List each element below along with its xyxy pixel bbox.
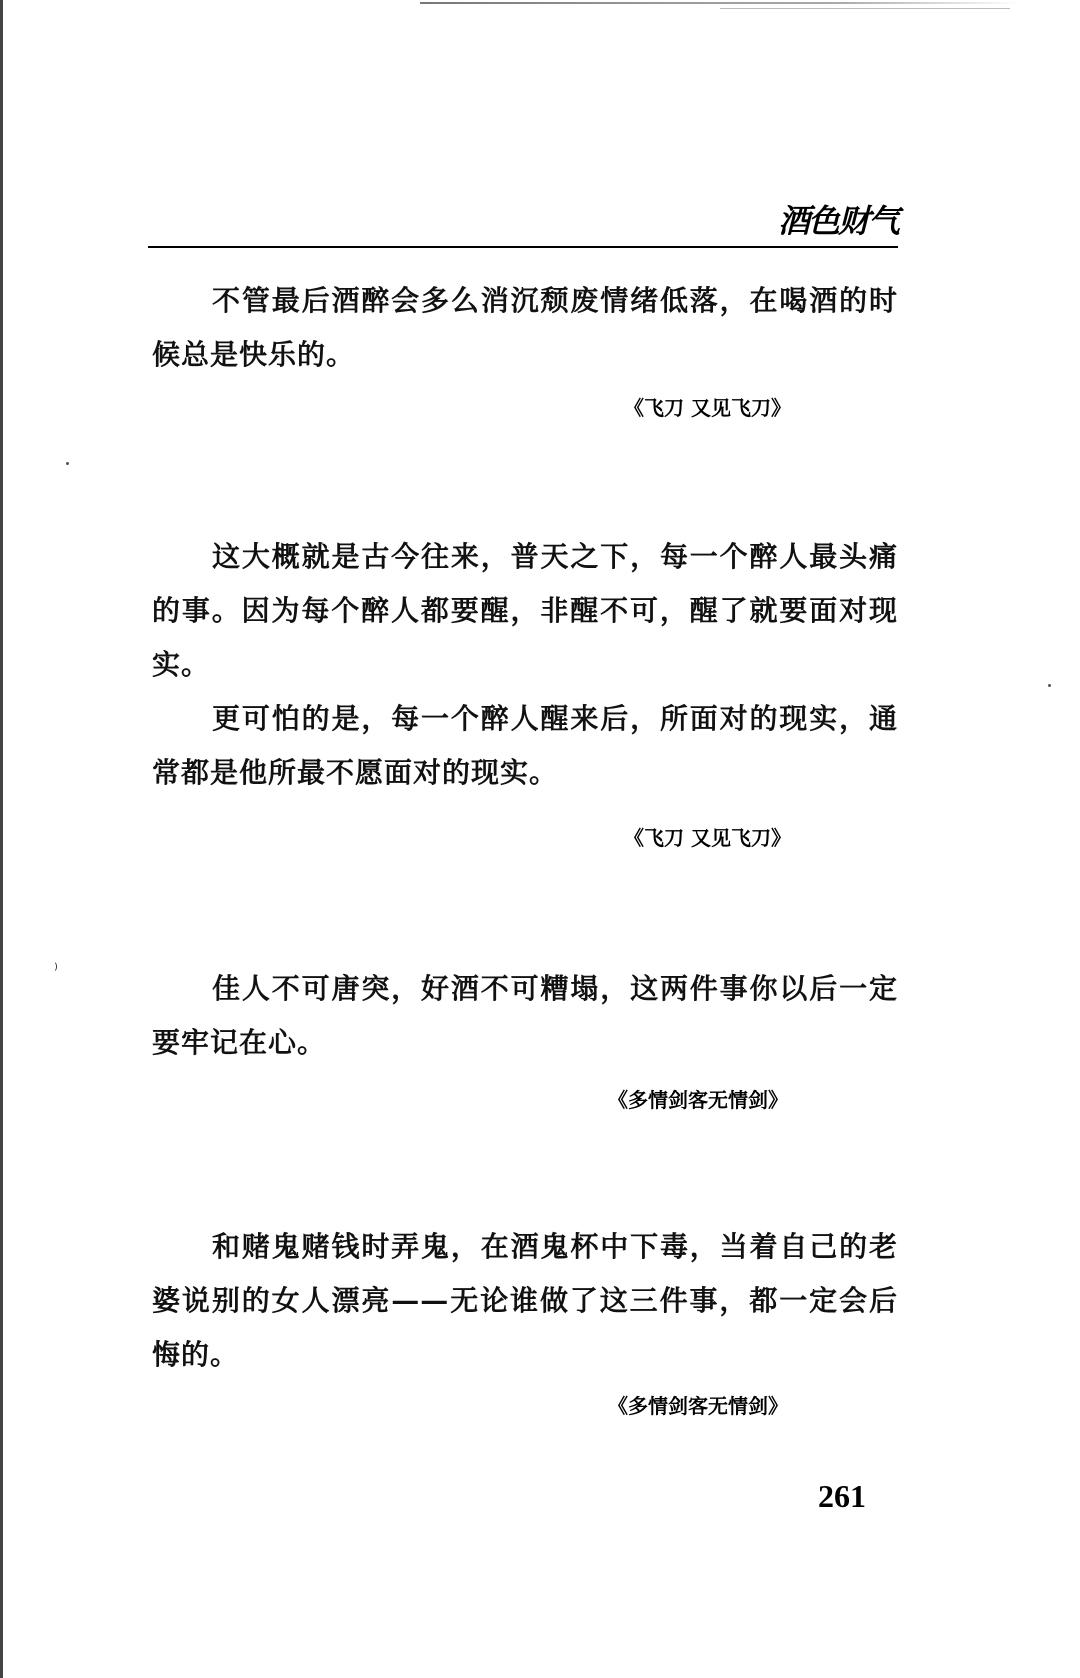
scan-speck xyxy=(66,462,69,465)
quote-paragraph: 不管最后酒醉会多么消沉颓废情绪低落，在喝酒的时候总是快乐的。 xyxy=(152,284,898,371)
quote-block xyxy=(152,530,898,800)
quote-paragraph: 和赌鬼赌钱时弄鬼，在酒鬼杯中下毒，当着自己的老婆说别的女人漂亮——无论谁做了这三件事，都一定会后悔的。 xyxy=(152,1230,898,1371)
quote-source: 《多情剑客无情剑》 xyxy=(608,1394,788,1418)
quote-source: 《多情剑客无情剑》 xyxy=(608,1088,788,1112)
header-rule xyxy=(148,246,898,248)
quote-block xyxy=(152,962,898,1070)
scan-artifact-line xyxy=(720,8,1010,9)
scan-artifact-line xyxy=(420,2,1020,4)
quote-block xyxy=(152,1220,898,1382)
quote-paragraph: 这大概就是古今往来，普天之下，每一个醉人最头痛的事。因为每个醉人都要醒，非醒不可，醒了就要面对现实。 xyxy=(152,540,898,681)
quote-source: 《飞刀 又见飞刀》 xyxy=(624,396,791,420)
page-number: 261 xyxy=(818,1478,866,1514)
scan-speck xyxy=(1048,684,1051,687)
quote-paragraph: 佳人不可唐突，好酒不可糟塌，这两件事你以后一定要牢记在心。 xyxy=(152,972,898,1059)
running-header xyxy=(148,196,898,248)
scan-edge xyxy=(0,0,3,1678)
quote-source: 《飞刀 又见飞刀》 xyxy=(624,826,791,850)
quote-paragraph: 更可怕的是，每一个醉人醒来后，所面对的现实，通常都是他所最不愿面对的现实。 xyxy=(152,702,898,789)
scan-mark: ⁾ xyxy=(54,960,58,979)
quote-block xyxy=(152,274,898,382)
running-title: 酒色财气 xyxy=(777,202,898,240)
